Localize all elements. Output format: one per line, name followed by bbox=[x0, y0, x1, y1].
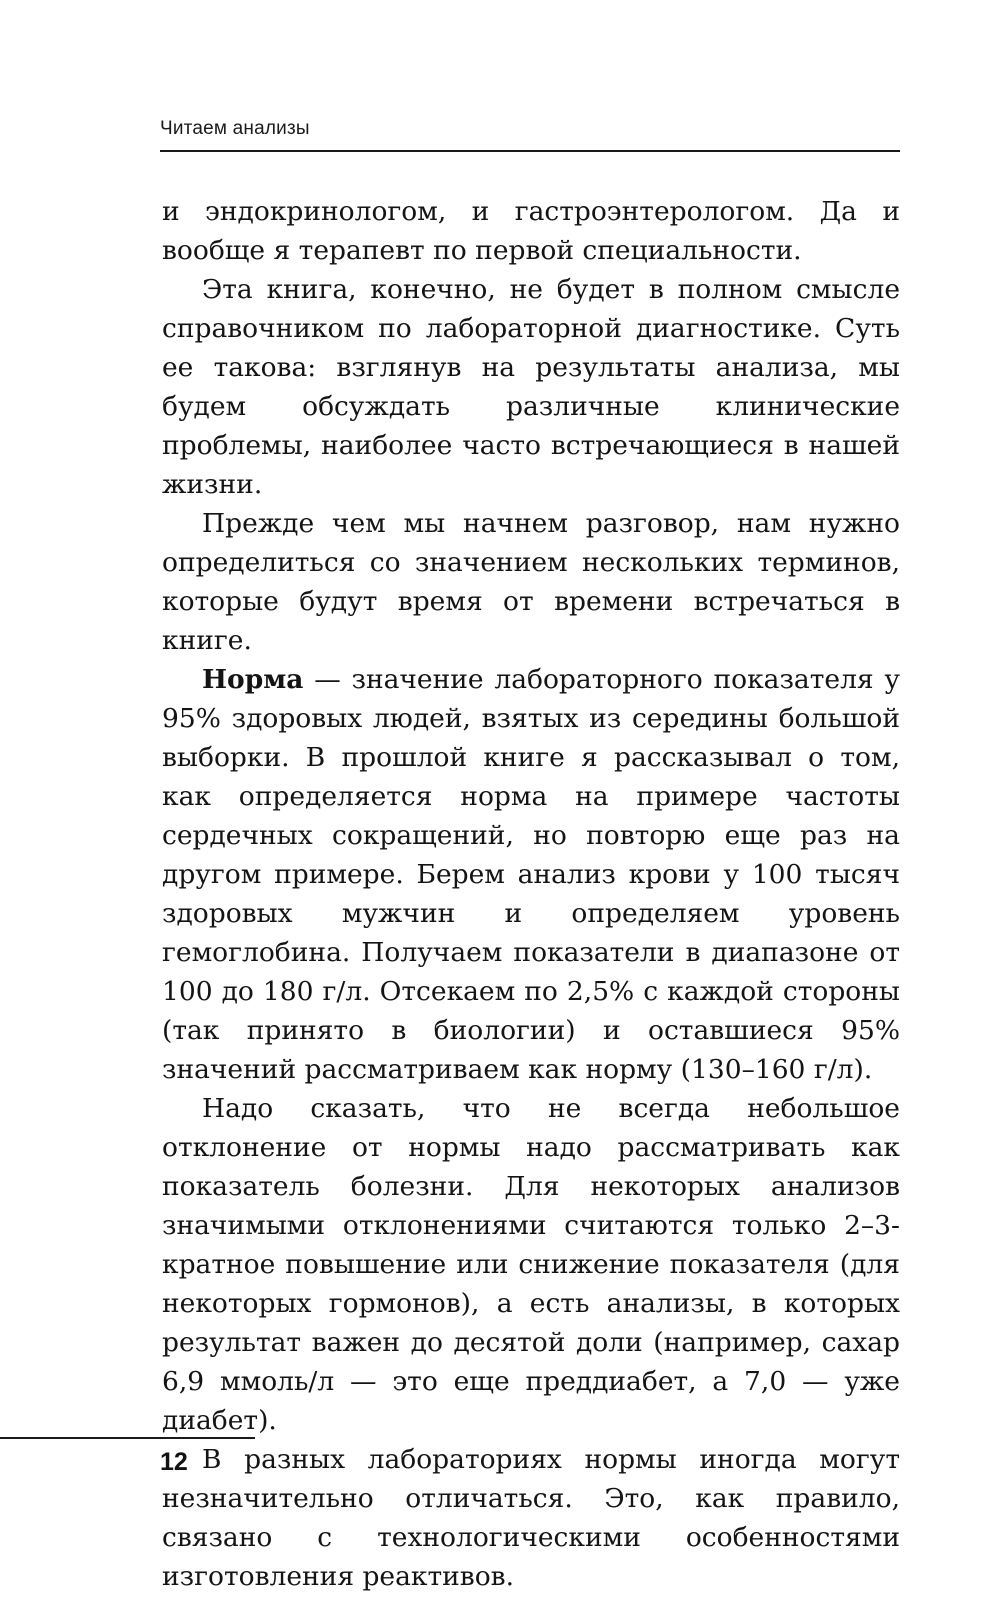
norm-definition-text: — значение лабораторного показателя у 95% здоровых людей, взятых из середины большой выборки. В прошлой книге я рассказывал о том, как определяется норма на примере частоты сердечных сокращений, но повторю еще раз на другом примере. Берем анализ крови у 100 тысяч здоровых мужчин и определяем уровень гемоглобина. Получаем показатели в диапазоне от 100 до 180 г/л. Отсекаем по 2,5% с каждой стороны (так принято в биологии) и оставшиеся 95% значений рассматриваем как норму (130–160 г/л). bbox=[162, 664, 900, 1085]
header-divider bbox=[160, 150, 900, 152]
footer-divider bbox=[0, 1437, 255, 1439]
paragraph-terms-intro: Прежде чем мы начнем разговор, нам нужно определиться со значением нескольких терминов, которые будут время от времени встречаться в книге. bbox=[162, 508, 900, 656]
paragraph-book-purpose: Эта книга, конечно, не будет в полном смысле справочником по лабораторной диагностике. Суть ее такова: взглянув на результаты анализа, мы будем обсуждать различные клинические проблемы, наиболее часто встречающиеся в нашей жизни. bbox=[162, 274, 900, 500]
body-text bbox=[162, 192, 900, 1596]
paragraph-norm-definition bbox=[162, 660, 900, 1089]
paragraph-laboratory-differences: В разных лабораториях нормы иногда могут незначительно отличаться. Это, как правило, связано с технологическими особенностями изготовления реактивов. bbox=[162, 1444, 900, 1592]
paragraph-deviation: Надо сказать, что не всегда небольшое отклонение от нормы надо рассматривать как показатель болезни. Для некоторых анализов значимыми отклонениями считаются только 2–3-кратное повышение или снижение показателя (для некоторых гормонов), а есть анализы, в которых результат важен до десятой доли (например, сахар 6,9 ммоль/л — это еще преддиабет, а 7,0 — уже диабет). bbox=[162, 1093, 900, 1436]
page-number: 12 bbox=[160, 1448, 188, 1476]
paragraph-continuation: и эндокринологом, и гастроэнтерологом. Да и вообще я терапевт по первой специальности. bbox=[162, 196, 900, 266]
term-norm: Норма bbox=[202, 664, 304, 695]
running-head-title: Читаем анализы bbox=[160, 118, 310, 139]
